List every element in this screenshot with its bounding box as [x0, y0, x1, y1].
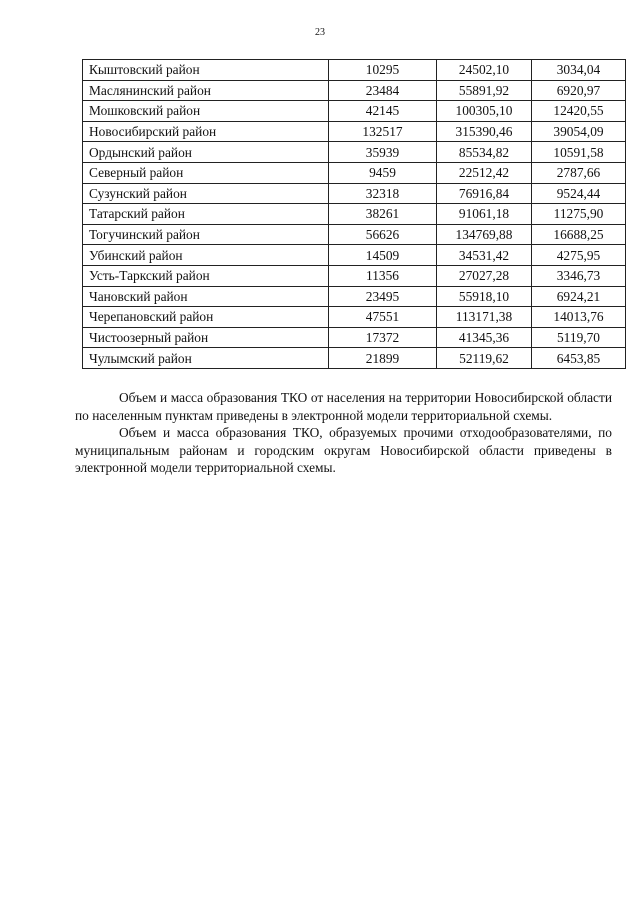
table-row: [83, 142, 626, 163]
district-name-cell: Мошковский район: [83, 101, 329, 122]
district-name-cell: Убинский район: [83, 245, 329, 266]
table-row: [83, 60, 626, 81]
table-row: [83, 245, 626, 266]
value-cell-2: 91061,18: [437, 204, 532, 225]
page-number: 23: [315, 27, 325, 38]
paragraph-other-producers-waste: Объем и масса образования ТКО, образуемых прочими отходообразователями, по муниципальным районам и городским округам Новосибирской области приведены в электронной модели территориальной схемы.: [75, 425, 612, 475]
value-cell-2: 24502,10: [437, 60, 532, 81]
table-row: [83, 286, 626, 307]
value-cell-2: 34531,42: [437, 245, 532, 266]
value-cell-1: 47551: [329, 307, 437, 328]
value-cell-2: 22512,42: [437, 162, 532, 183]
value-cell-2: 55918,10: [437, 286, 532, 307]
district-name-cell: Чулымский район: [83, 348, 329, 369]
value-cell-3: 11275,90: [532, 204, 626, 225]
value-cell-3: 5119,70: [532, 327, 626, 348]
value-cell-1: 38261: [329, 204, 437, 225]
table-row: [83, 101, 626, 122]
value-cell-2: 134769,88: [437, 224, 532, 245]
value-cell-1: 23495: [329, 286, 437, 307]
paragraph-population-waste: Объем и масса образования ТКО от населения на территории Новосибирской области по населенным пунктам приведены в электронной модели территориальной схемы.: [75, 390, 612, 423]
district-name-cell: Новосибирский район: [83, 121, 329, 142]
value-cell-1: 23484: [329, 80, 437, 101]
value-cell-3: 6924,21: [532, 286, 626, 307]
value-cell-2: 41345,36: [437, 327, 532, 348]
value-cell-1: 9459: [329, 162, 437, 183]
table-row: [83, 224, 626, 245]
value-cell-3: 9524,44: [532, 183, 626, 204]
table-row: [83, 307, 626, 328]
value-cell-3: 6920,97: [532, 80, 626, 101]
value-cell-1: 35939: [329, 142, 437, 163]
value-cell-1: 56626: [329, 224, 437, 245]
district-name-cell: Кыштовский район: [83, 60, 329, 81]
district-name-cell: Северный район: [83, 162, 329, 183]
value-cell-3: 16688,25: [532, 224, 626, 245]
value-cell-1: 10295: [329, 60, 437, 81]
table-row: [83, 327, 626, 348]
value-cell-2: 52119,62: [437, 348, 532, 369]
table-row: [83, 80, 626, 101]
value-cell-1: 14509: [329, 245, 437, 266]
value-cell-1: 17372: [329, 327, 437, 348]
district-name-cell: Чистоозерный район: [83, 327, 329, 348]
value-cell-3: 12420,55: [532, 101, 626, 122]
value-cell-1: 132517: [329, 121, 437, 142]
district-name-cell: Чановский район: [83, 286, 329, 307]
district-name-cell: Сузунский район: [83, 183, 329, 204]
value-cell-2: 113171,38: [437, 307, 532, 328]
district-name-cell: Маслянинский район: [83, 80, 329, 101]
value-cell-1: 32318: [329, 183, 437, 204]
value-cell-2: 55891,92: [437, 80, 532, 101]
table-row: [83, 121, 626, 142]
table-body: [83, 60, 626, 369]
value-cell-3: 3346,73: [532, 265, 626, 286]
value-cell-1: 42145: [329, 101, 437, 122]
value-cell-3: 14013,76: [532, 307, 626, 328]
district-waste-table: [82, 59, 626, 369]
value-cell-3: 10591,58: [532, 142, 626, 163]
table-row: [83, 265, 626, 286]
value-cell-3: 3034,04: [532, 60, 626, 81]
value-cell-2: 85534,82: [437, 142, 532, 163]
value-cell-3: 39054,09: [532, 121, 626, 142]
value-cell-1: 11356: [329, 265, 437, 286]
table-row: [83, 348, 626, 369]
district-name-cell: Татарский район: [83, 204, 329, 225]
value-cell-3: 6453,85: [532, 348, 626, 369]
value-cell-2: 100305,10: [437, 101, 532, 122]
value-cell-2: 76916,84: [437, 183, 532, 204]
value-cell-2: 27027,28: [437, 265, 532, 286]
value-cell-2: 315390,46: [437, 121, 532, 142]
table-row: [83, 204, 626, 225]
value-cell-1: 21899: [329, 348, 437, 369]
district-name-cell: Тогучинский район: [83, 224, 329, 245]
value-cell-3: 2787,66: [532, 162, 626, 183]
table-row: [83, 162, 626, 183]
district-name-cell: Ордынский район: [83, 142, 329, 163]
district-name-cell: Черепановский район: [83, 307, 329, 328]
table-row: [83, 183, 626, 204]
body-text: [75, 389, 612, 477]
value-cell-3: 4275,95: [532, 245, 626, 266]
district-name-cell: Усть-Таркский район: [83, 265, 329, 286]
